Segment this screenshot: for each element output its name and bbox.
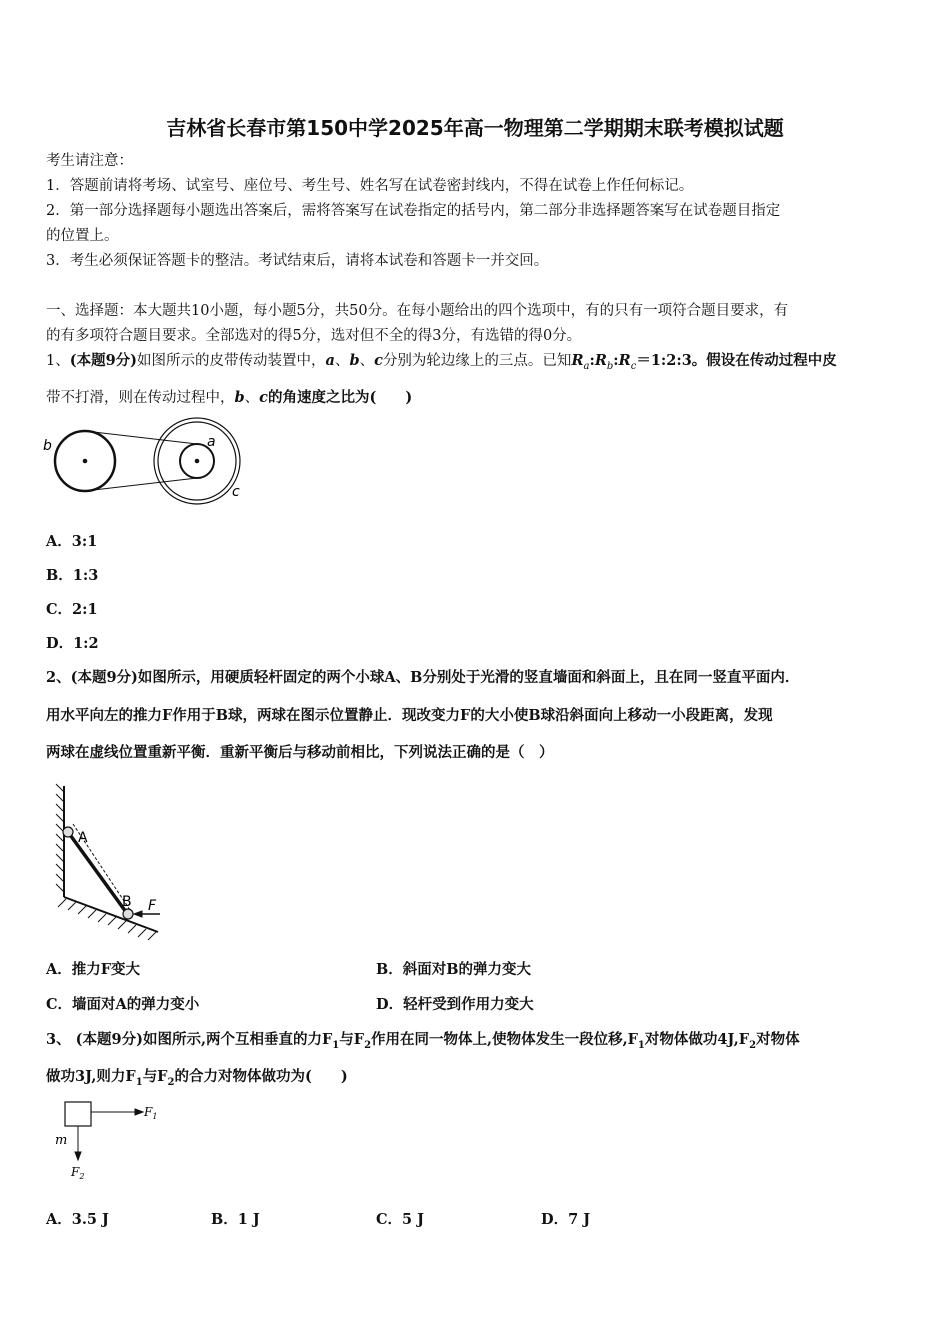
q2-stem-line3: 两球在虚线位置重新平衡．重新平衡后与移动前相比，下列说法正确的是（ ） (46, 744, 554, 761)
q3-option-c[interactable]: C．5 J (376, 1211, 425, 1228)
q1-option-d[interactable]: D．1:2 (46, 635, 99, 652)
q1-line2-e: 的角速度之比为( ) (267, 389, 413, 406)
q1-line2-d: c (259, 389, 268, 406)
q1-score: (本题9分) (69, 352, 138, 369)
q1-var-b: b (349, 352, 360, 369)
force-f-arrowhead (134, 911, 142, 917)
q2-incline-figure (48, 782, 173, 944)
q1-belt-figure (40, 410, 255, 510)
q3-option-b[interactable]: B．1 J (211, 1211, 260, 1228)
q3-label-f2-sub: 2 (79, 1172, 85, 1181)
q3-stem-line1 (46, 1030, 800, 1056)
q3-drawing (65, 1102, 143, 1160)
q2-label-a: A (78, 830, 88, 846)
q2-option-a[interactable]: A．推力F变大 (46, 961, 141, 978)
section-intro-line1: 一、选择题：本大题共10小题，每小题5分，共50分。在每小题给出的四个选项中，有的只有一项符合题目要求，有 (46, 303, 789, 319)
q3-line2-sub1: 1 (135, 1076, 143, 1088)
q3-option-d[interactable]: D．7 J (541, 1211, 591, 1228)
q1-number: 1、 (46, 353, 70, 369)
q1-rc-sub: c (630, 360, 637, 372)
notice-item-1: 1．答题前请将考场、试室号、座位号、考生号、姓名写在试卷密封线内，不得在试卷上作任何标记。 (46, 178, 694, 194)
q1-ra: R (571, 352, 584, 369)
q2-option-d[interactable]: D．轻杆受到作用力变大 (376, 996, 534, 1013)
q1-stem-line1 (46, 351, 837, 377)
q2-label-f: F (148, 898, 157, 914)
q1-colon1: : (589, 352, 595, 369)
q3-text-1: 3、 (本题9分)如图所示,两个互相垂直的力F (46, 1031, 333, 1048)
q2-label-b: B (122, 894, 132, 910)
q3-label-f2 (70, 1165, 84, 1181)
q2-option-c[interactable]: C．墙面对A的弹力变小 (46, 996, 200, 1013)
q1-var-c: c (374, 352, 383, 369)
q3-label-f1 (143, 1105, 157, 1121)
q3-text-3: 作用在同一物体上,使物体发生一段位移,F (371, 1031, 638, 1048)
q3-sub-1: 1 (332, 1039, 340, 1051)
q3-force-figure (50, 1098, 175, 1184)
q3-text-4: 对物体做功4J,F (644, 1031, 750, 1048)
page-title: 吉林省长春市第150中学2025年高一物理第二学期期末联考模拟试题 (166, 116, 784, 140)
q1-line2-c: 、 (244, 390, 260, 406)
q3-text-5: 对物体 (756, 1031, 800, 1048)
q1-ra-sub: a (583, 360, 590, 372)
q1-rb: R (594, 352, 607, 369)
q1-colon2: : (613, 352, 619, 369)
notice-item-2-cont: 的位置上。 (46, 228, 119, 244)
q1-rb-sub: b (606, 360, 614, 372)
q1-ratio: ＝1:2:3。假设在传动过程中皮 (636, 352, 837, 369)
q1-sep2: 、 (359, 353, 375, 369)
q1-stem-line2 (46, 388, 412, 408)
q1-text-a: 如图所示的皮带传动装置中， (137, 353, 326, 369)
wheel-a-center (195, 459, 199, 463)
q3-label-f1-letter: F (144, 1105, 153, 1119)
block-m (65, 1102, 91, 1126)
q1-option-b[interactable]: B．1:3 (46, 567, 99, 584)
q1-line2-a: 带不打滑，则在传动过程中， (46, 390, 235, 406)
q3-text-2: 与F (339, 1031, 365, 1048)
q3-line2-b: 与F (142, 1068, 168, 1085)
q3-label-f2-letter: F (71, 1165, 80, 1179)
q1-option-c[interactable]: C．2:1 (46, 601, 98, 618)
ball-a (63, 827, 73, 837)
q1-line2-b: b (234, 389, 245, 406)
ball-b (123, 909, 133, 919)
q3-sub-4: 2 (749, 1039, 757, 1051)
section-intro-line2: 的有多项符合题目要求。全部选对的得5分，选对但不全的得3分，有选错的得0分。 (46, 328, 582, 344)
q3-line2-a: 做功3J,则力F (46, 1068, 136, 1085)
q3-option-a[interactable]: A．3.5 J (46, 1211, 109, 1228)
ground-hatch (58, 899, 156, 940)
q1-var-a: a (325, 352, 335, 369)
q1-rc: R (618, 352, 631, 369)
rod (68, 832, 126, 912)
q2-stem-line1: 2、(本题9分)如图所示，用硬质轻杆固定的两个小球A、B分别处于光滑的竖直墙面和斜面上，且在同一竖直平面内． (46, 669, 800, 686)
q3-sub-2: 2 (364, 1039, 372, 1051)
q1-label-c: c (232, 484, 240, 500)
q2-drawing (56, 784, 160, 940)
wall-hatch (56, 784, 64, 892)
q2-option-b[interactable]: B．斜面对B的弹力变大 (376, 961, 532, 978)
q3-line2-sub2: 2 (167, 1076, 175, 1088)
q3-line2-c: 的合力对物体做功为( ) (174, 1068, 348, 1085)
q1-option-a[interactable]: A．3:1 (46, 533, 98, 550)
q1-label-b: b (43, 438, 52, 454)
wheel-b-center (83, 459, 87, 463)
force-f1-arrowhead (135, 1109, 143, 1115)
q3-label-f1-sub: 1 (152, 1112, 158, 1121)
q2-stem-line2: 用水平向左的推力F作用于B球，两球在图示位置静止．现改变力F的大小使B球沿斜面向上移动一小段距离，发现 (46, 707, 773, 724)
notice-item-3: 3．考生必须保证答题卡的整洁。考试结束后，请将本试卷和答题卡一并交回。 (46, 253, 549, 269)
q1-sep1: 、 (334, 353, 350, 369)
q1-label-a: a (207, 434, 216, 450)
q3-sub-3: 1 (637, 1039, 645, 1051)
notice-item-2: 2．第一部分选择题每小题选出答案后，需将答案写在试卷指定的括号内，第二部分非选择题答案写在试卷题目指定 (46, 203, 781, 219)
notice-heading: 考生请注意： (46, 153, 133, 169)
q3-label-m: m (55, 1133, 68, 1148)
q3-stem-line2 (46, 1067, 348, 1093)
q1-belt-drawing (55, 418, 240, 504)
force-f2-arrowhead (75, 1152, 81, 1160)
q1-text-b: 分别为轮边缘上的三点。已知 (382, 353, 572, 369)
